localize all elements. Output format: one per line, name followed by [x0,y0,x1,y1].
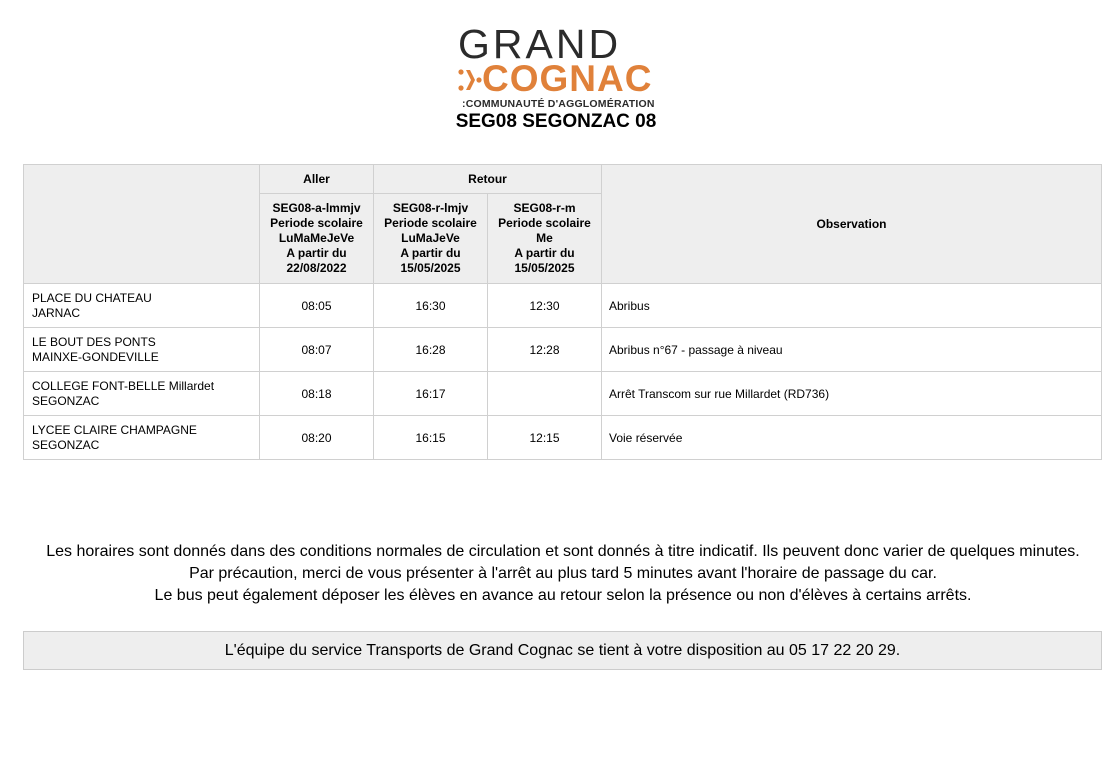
col1-from-label: A partir du [286,246,347,260]
col2-code: SEG08-r-lmjv [392,201,469,215]
col2-date: 15/05/2025 [400,261,461,275]
note-indicative: Les horaires sont donnés dans des conditions normales de circulation et sont donnés à titre indicatif. Ils peuvent donc varier de quelques minutes. [46,543,1080,560]
stop-town: JARNAC [32,305,81,320]
observation-cell: Voie réservée [602,416,1102,460]
stop-town: SEGONZAC [32,393,100,408]
time-cell: 16:30 [374,284,488,328]
time-cell: 16:15 [374,416,488,460]
contact-banner: L'équipe du service Transports de Grand Cognac se tient à votre disposition au 05 17 22 20 29. [23,631,1102,670]
column-header-3 [488,194,602,284]
time-cell: 08:05 [260,284,374,328]
time-cell: 12:30 [488,284,602,328]
col3-date: 15/05/2025 [514,261,575,275]
column-header-1 [260,194,374,284]
stop-name: LE BOUT DES PONTS [32,334,156,349]
col2-period: Periode scolaire [384,216,477,230]
table-row [24,328,1102,372]
col1-code: SEG08-a-lmmjv [272,201,361,215]
stop-cell [24,328,260,372]
time-cell: 12:28 [488,328,602,372]
table-row [24,416,1102,460]
col1-period: Periode scolaire [270,216,363,230]
col3-code: SEG08-r-m [513,201,576,215]
observation-cell: Abribus [602,284,1102,328]
col1-date: 22/08/2022 [286,261,347,275]
stop-cell [24,416,260,460]
col2-days: LuMaJeVe [401,231,460,245]
group-header-aller: Aller [260,165,374,194]
time-cell: 08:18 [260,372,374,416]
stop-cell [24,284,260,328]
stop-town: MAINXE-GONDEVILLE [32,349,159,364]
note-drop-off: Le bus peut également déposer les élèves en avance au retour selon la présence ou non d'élèves à certains arrêts. [154,587,972,604]
logo-subtitle-text: COMMUNAUTÉ D'AGGLOMÉRATION [465,98,655,110]
time-cell: 08:20 [260,416,374,460]
note-precaution: Par précaution, merci de vous présenter à l'arrêt au plus tard 5 minutes avant l'horaire de passage du car. [189,565,937,582]
observation-cell: Arrêt Transcom sur rue Millardet (RD736) [602,372,1102,416]
schedule-table [23,164,1102,460]
table-row [24,284,1102,328]
stop-name: COLLEGE FONT-BELLE Millardet [32,378,215,393]
grand-cognac-logo [458,21,664,114]
time-cell: 12:15 [488,416,602,460]
stop-town: SEGONZAC [32,437,100,452]
stop-header-empty [24,165,260,284]
page-title: SEG08 SEGONZAC 08 [455,111,657,132]
logo-dots-icon [458,68,482,92]
column-header-2 [374,194,488,284]
time-cell: 16:17 [374,372,488,416]
time-cell: 16:28 [374,328,488,372]
notes-block [24,541,1102,607]
col3-from-label: A partir du [514,246,575,260]
stop-name: PLACE DU CHATEAU [32,290,152,305]
observation-cell: Abribus n°67 - passage à niveau [602,328,1102,372]
col3-days: Me [536,231,553,245]
logo-subtitle [462,98,655,110]
time-cell: 08:07 [260,328,374,372]
col2-from-label: A partir du [400,246,461,260]
col3-period: Periode scolaire [498,216,591,230]
group-header-retour: Retour [374,165,602,194]
logo-cognac-text: COGNAC [482,58,653,99]
table-row [24,372,1102,416]
stop-name: LYCEE CLAIRE CHAMPAGNE [32,422,197,437]
observation-header: Observation [602,165,1102,284]
col1-days: LuMaMeJeVe [278,231,355,245]
logo-grand-text: GRAND [458,21,622,67]
time-cell [488,372,602,416]
stop-cell [24,372,260,416]
logo-subtitle-dots: : [462,98,466,110]
